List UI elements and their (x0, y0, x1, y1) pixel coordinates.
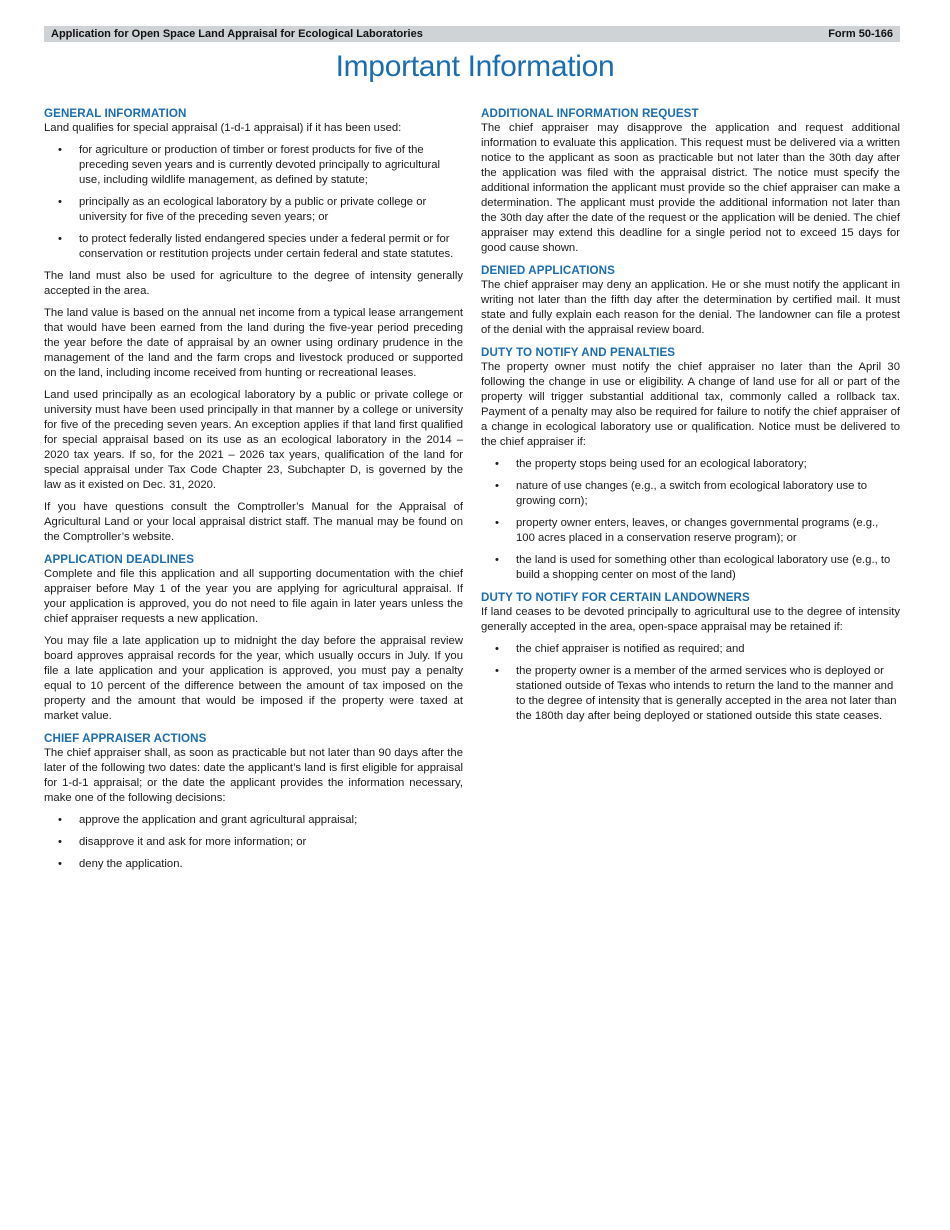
list-item: • principally as an ecological laboratory by a public or private college or university for five of the preceding seven years; or (44, 195, 463, 225)
list-item: • approve the application and grant agricultural appraisal; (44, 813, 463, 828)
application-deadlines-section (44, 552, 463, 724)
additional-information-section (481, 106, 900, 256)
certain-landowners-section (481, 590, 900, 724)
paragraph: Complete and file this application and all supporting documentation with the chief appraiser before May 1 of the year you are applying for agricultural appraisal. If your application is approved, you do not need to file again in later years unless the chief appraiser requests a new application. (44, 568, 463, 625)
paragraph: Land used principally as an ecological laboratory by a public or private college or university must have been used principally in that manner by a college or university for five of the preceding seven years. An exception applies if that land first qualified for special appraisal based on its use as an ecological laboratory in the 2014 – 2020 tax years. If so, for the 2021 – 2026 tax years, qualification of the land for special appraisal under Tax Code Chapter 23, Subchapter D, is governed by the law as it existed on Dec. 31, 2020. (44, 389, 463, 491)
paragraph: If land ceases to be devoted principally to agricultural use to the degree of intensity generally accepted in the area, open-space appraisal may be retained if: (481, 606, 900, 633)
list-item: • property owner enters, leaves, or changes governmental programs (e.g., 100 acres placed in a conservation reserve program); or (481, 516, 900, 546)
right-column (481, 106, 900, 731)
list-item: • deny the application. (44, 857, 463, 872)
paragraph: Land qualifies for special appraisal (1-d-1 appraisal) if it has been used: (44, 122, 402, 134)
bullet-list (481, 457, 900, 583)
paragraph: The property owner must notify the chief appraiser no later than the April 30 following the change in use or eligibility. A change of land use for all or part of the property will trigger substantial additional tax, commonly called a rollback tax. Payment of a penalty may also be required for failure to notify the chief appraiser of a change in ecological laboratory use or qualification. Notice must be delivered to the chief appraiser if: (481, 361, 900, 448)
bullet-list (44, 143, 463, 262)
section-heading: ADDITIONAL INFORMATION REQUEST (481, 107, 699, 120)
section-heading: CHIEF APPRAISER ACTIONS (44, 732, 207, 745)
list-item: • to protect federally listed endangered species under a federal permit or for conservation or restitution projects under certain federal and state statutes. (44, 232, 463, 262)
form-header-bar (44, 26, 900, 42)
form-title: Application for Open Space Land Appraisal for Ecological Laboratories (51, 28, 423, 40)
paragraph: The chief appraiser shall, as soon as practicable but not later than 90 days after the later of the following two dates: date the applicant’s land is first eligible for appraisal for 1-d-1 appraisal; or the date the applicant provides the information necessary, make one of the following decisions: (44, 747, 463, 804)
section-heading: DUTY TO NOTIFY AND PENALTIES (481, 346, 676, 359)
paragraph: You may file a late application up to midnight the day before the appraisal review board approves appraisal records for the year, which usually occurs in July. If you file a late application and your application is approved, you must pay a penalty equal to 10 percent of the difference between the amount of tax imposed on the property and the amount that would be imposed if the property were taxed at market value. (44, 635, 463, 722)
paragraph: The chief appraiser may disapprove the application and request additional information to evaluate this application. This request must be delivered via a written notice to the applicant as soon as practicable but not later than the 30th day after the application was filed with the appraisal district. The notice must specify the additional information the applicant must provide so the chief appraiser can make a determination. The applicant must provide the additional information not later than the 30th day after the date of the request or the application will be denied. The chief appraiser may extend this deadline for a single period not to exceed 15 days for good cause shown. (481, 122, 900, 254)
section-heading: DENIED APPLICATIONS (481, 264, 615, 277)
list-item: • nature of use changes (e.g., a switch from ecological laboratory use to growing corn); (481, 479, 900, 509)
paragraph: The land must also be used for agriculture to the degree of intensity generally accepted in the area. (44, 270, 463, 297)
page-title: Important Information (335, 50, 615, 83)
section-heading: APPLICATION DEADLINES (44, 553, 195, 566)
list-item: • the property stops being used for an ecological laboratory; (481, 457, 900, 472)
duty-to-notify-section (481, 345, 900, 583)
list-item: • the land is used for something other than ecological laboratory use (e.g., to build a shopping center on most of the land) (481, 553, 900, 583)
section-heading: GENERAL INFORMATION (44, 107, 187, 120)
general-information-section (44, 106, 463, 545)
list-item: • the chief appraiser is notified as required; and (481, 642, 900, 657)
form-number: Form 50-166 (828, 28, 893, 40)
paragraph: The land value is based on the annual net income from a typical lease arrangement that would have been earned from the land during the five-year period preceding the year before the date of appraisal by an owner using ordinary prudence in the management of the land and the farm crops and livestock produced or supported on the land, including income received from hunting or recreational leases. (44, 307, 463, 379)
paragraph: If you have questions consult the Comptroller’s Manual for the Appraisal of Agricultural Land or your local appraisal district staff. The manual may be found on the Comptroller’s website. (44, 501, 463, 543)
list-item: • for agriculture or production of timber or forest products for five of the preceding seven years and is currently devoted principally to agricultural use, including wildlife management, as defined by statute; (44, 143, 463, 188)
left-column (44, 106, 463, 879)
chief-appraiser-actions-section (44, 731, 463, 872)
list-item: • disapprove it and ask for more information; or (44, 835, 463, 850)
section-heading: DUTY TO NOTIFY FOR CERTAIN LANDOWNERS (481, 591, 750, 604)
bullet-list (44, 813, 463, 872)
bullet-list (481, 642, 900, 724)
denied-applications-section (481, 263, 900, 338)
list-item: • the property owner is a member of the armed services who is deployed or stationed outside of Texas who intends to return the land to the manner and to the degree of intensity that is generally accepted in the area not later than the 180th day after being deployed or stationed outside this state ceases. (481, 664, 900, 724)
paragraph: The chief appraiser may deny an application. He or she must notify the applicant in writing not later than the fifth day after the determination by certified mail. It must state and fully explain each reason for the denial. The landowner can file a protest of the denial with the appraisal review board. (481, 279, 900, 336)
